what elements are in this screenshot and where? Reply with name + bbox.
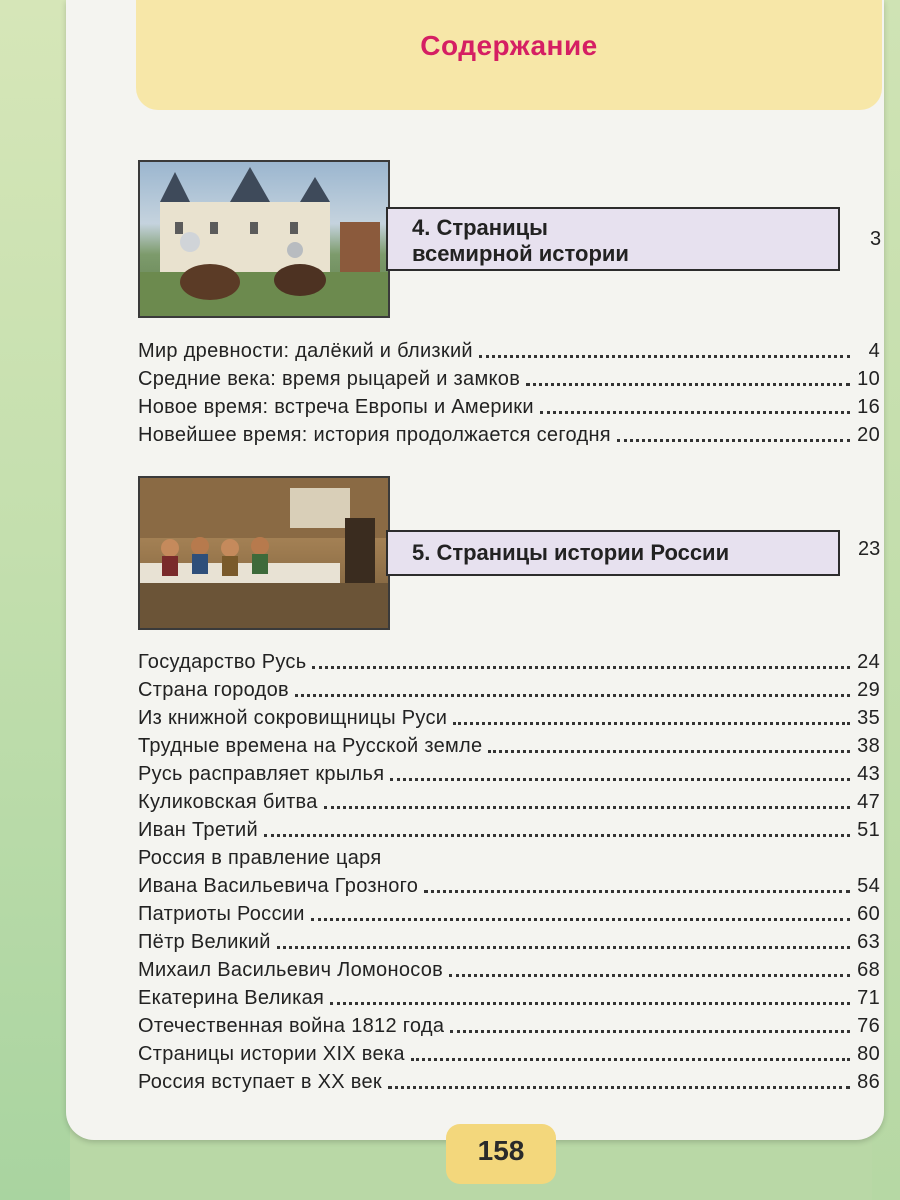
toc-leader-dots	[617, 439, 850, 442]
toc-entry-title: Новое время: встреча Европы и Америки	[138, 396, 534, 418]
toc-entry[interactable]	[138, 815, 880, 842]
toc-leader-dots	[330, 1002, 850, 1005]
section-5-title: 5. Страницы истории России	[412, 540, 730, 565]
toc-entry-page: 60	[857, 903, 880, 925]
toc-leader-dots	[479, 355, 850, 358]
toc-entry-page: 4	[868, 340, 880, 362]
page-number: 158	[477, 1135, 525, 1166]
toc-entry-title: Средние века: время рыцарей и замков	[138, 368, 521, 390]
toc-entry-title: Пётр Великий	[138, 931, 271, 953]
toc-entry[interactable]	[138, 364, 880, 391]
toc-entry[interactable]	[138, 336, 880, 363]
toc-entry[interactable]	[138, 392, 880, 419]
toc-leader-dots	[540, 411, 850, 414]
toc-leader-dots	[388, 1086, 850, 1089]
toc-leader-dots	[311, 918, 850, 921]
toc-entry-title: Трудные времена на Русской земле	[138, 735, 483, 757]
toc-entry[interactable]	[138, 843, 880, 870]
toc-entry[interactable]	[138, 1011, 880, 1038]
toc-leader-dots	[450, 1030, 850, 1033]
toc-entry[interactable]	[138, 983, 880, 1010]
toc-leader-dots	[295, 694, 850, 697]
toc-entry-title: Отечественная война 1812 года	[138, 1015, 445, 1037]
toc-entry-title: Патриоты России	[138, 903, 305, 925]
toc-leader-dots	[411, 1058, 850, 1061]
toc-entry[interactable]	[138, 787, 880, 814]
toc-leader-dots	[488, 750, 850, 753]
castle-illustration	[138, 160, 390, 318]
toc-entry-page: 20	[857, 424, 880, 446]
toc-entry-page: 76	[857, 1015, 880, 1037]
toc-entry-title: Михаил Васильевич Ломоносов	[138, 959, 444, 981]
toc-entry[interactable]	[138, 703, 880, 730]
section-4-title-line2: всемирной истории	[412, 241, 629, 266]
toc-entry-title: Куликовская битва	[138, 791, 318, 813]
toc-entry-title: Екатерина Великая	[138, 987, 325, 1009]
toc-entry[interactable]	[138, 927, 880, 954]
toc-entry[interactable]	[138, 675, 880, 702]
toc-entry[interactable]	[138, 871, 880, 898]
toc-leader-dots	[277, 946, 850, 949]
toc-entry-title: Русь расправляет крылья	[138, 763, 385, 785]
page-title: Содержание	[420, 30, 598, 61]
toc-entry-title: Иван Третий	[138, 819, 258, 841]
section-4-page: 3	[870, 228, 882, 250]
toc-entry-title: Мир древности: далёкий и близкий	[138, 340, 473, 362]
toc-entry-page: 29	[857, 679, 880, 701]
toc-entry[interactable]	[138, 1067, 880, 1094]
toc-entry-page: 43	[857, 763, 880, 785]
feast-illustration	[138, 476, 390, 630]
section-4-header[interactable]	[386, 207, 840, 271]
background-left	[0, 0, 70, 1200]
toc-leader-dots	[264, 834, 850, 837]
toc-entry[interactable]	[138, 759, 880, 786]
section-5-page: 23	[858, 538, 881, 560]
toc-leader-dots	[390, 778, 850, 781]
toc-entry[interactable]	[138, 420, 880, 447]
toc-leader-dots	[424, 890, 850, 893]
toc-leader-dots	[312, 666, 850, 669]
toc-entry[interactable]	[138, 899, 880, 926]
toc-entry-title: Страна городов	[138, 679, 289, 701]
toc-entry-page: 10	[857, 368, 880, 390]
toc-entry[interactable]	[138, 731, 880, 758]
toc-leader-dots	[324, 806, 850, 809]
toc-entry-page: 47	[857, 791, 880, 813]
section-5-header[interactable]	[386, 530, 840, 576]
toc-entry-title: Россия вступает в XX век	[138, 1071, 382, 1093]
toc-entry[interactable]	[138, 955, 880, 982]
toc-entry-page: 86	[857, 1071, 880, 1093]
toc-entry-page: 38	[857, 735, 880, 757]
toc-entry-title: Россия в правление царя	[138, 847, 382, 869]
toc-entry-page: 68	[857, 959, 880, 981]
toc-entry[interactable]	[138, 647, 880, 674]
toc-entry-page: 80	[857, 1043, 880, 1065]
toc-leader-dots	[526, 383, 850, 386]
toc-entry-title: Государство Русь	[138, 651, 307, 673]
toc-entry-title: Ивана Васильевича Грозного	[138, 875, 419, 897]
toc-entry-page: 24	[857, 651, 880, 673]
toc-entry-page: 35	[857, 707, 880, 729]
toc-entry-title: Новейшее время: история продолжается сегодня	[138, 424, 611, 446]
toc-entry[interactable]	[138, 1039, 880, 1066]
toc-entry-page: 63	[857, 931, 880, 953]
toc-entry-title: Из книжной сокровищницы Руси	[138, 707, 448, 729]
section-4-title-line1: 4. Страницы	[412, 215, 548, 240]
toc-entry-page: 71	[857, 987, 880, 1009]
toc-leader-dots	[449, 974, 850, 977]
toc-entry-page: 51	[857, 819, 880, 841]
toc-leader-dots	[453, 722, 850, 725]
toc-entry-title: Страницы истории XIX века	[138, 1043, 405, 1065]
toc-entry-page: 16	[857, 396, 880, 418]
toc-entry-page: 54	[857, 875, 880, 897]
